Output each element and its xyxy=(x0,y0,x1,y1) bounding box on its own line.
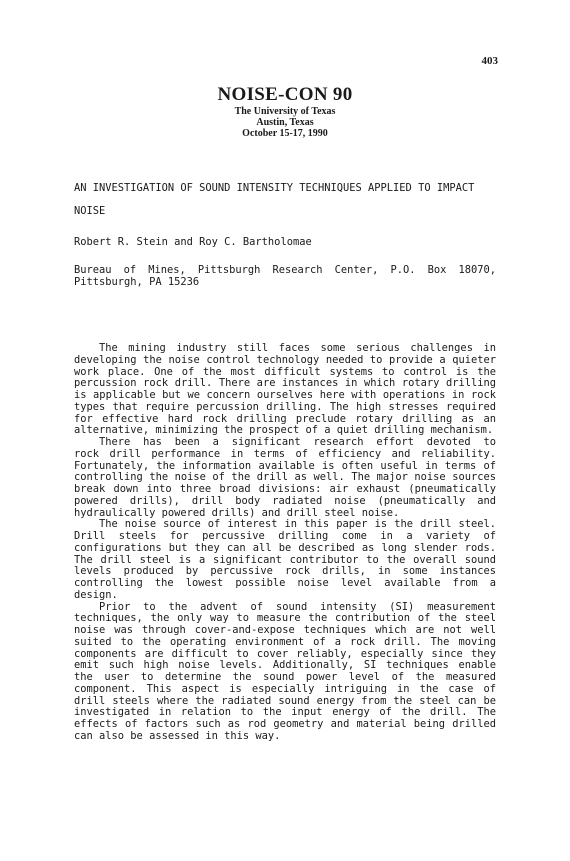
body-line: suited to the operating environment of a rock drill. The moving xyxy=(74,636,496,648)
body-line: Fortunately, the information available is often useful in terms of xyxy=(74,460,496,472)
body-line: The noise source of interest in this paper is the drill steel. xyxy=(98,519,496,531)
body-line: developing the noise control technology needed to provide a quieter xyxy=(74,354,496,366)
body-line: The drill steel is a significant contributor to the overall sound xyxy=(74,554,496,566)
body-line: effects of factors such as rod geometry and material being drilled xyxy=(74,719,496,730)
body-line: component. This aspect is especially intriguing in the case of xyxy=(74,683,496,695)
body-line: controlling the lowest possible noise level available from a xyxy=(74,578,496,589)
body-line: configurations but they can all be described as long slender rods. xyxy=(74,542,496,554)
body-line: The mining industry still faces some serious challenges in xyxy=(98,343,496,354)
body-line: noise was through cover-and-expose techniques which are not well xyxy=(74,625,496,636)
body-line: investigated in relation to the input energy of the drill. The xyxy=(74,707,496,719)
body-line: for effective hard rock drilling preclude rotary drilling as an xyxy=(74,413,496,425)
paper-title xyxy=(74,171,504,230)
body-line: Drill steels for percussive drilling come in a variety of xyxy=(74,531,496,542)
body-line: controlling the noise of the drill as well. The major noise sources xyxy=(74,472,496,484)
body-line: the user to determine the sound power level of the measured xyxy=(74,672,496,683)
body-line: techniques, the only way to measure the contribution of the steel xyxy=(74,613,496,625)
body-line: rock drill performance in terms of efficiency and reliability. xyxy=(74,448,496,460)
body-line: emit such high noise levels. Additionally, SI techniques enable xyxy=(74,660,496,672)
body-text xyxy=(74,343,496,743)
affiliation-line-2: Pittsburgh, PA 15236 xyxy=(74,275,200,288)
body-line: can also be assessed in this way. xyxy=(74,730,281,742)
body-line: hydraulically powered drills) and drill steel noise. xyxy=(74,507,400,519)
conference-name: NOISE-CON 90 xyxy=(217,84,353,105)
affiliation-line-1: Bureau of Mines, Pittsburgh Research Center, P.O. Box 18070, xyxy=(74,264,496,276)
paper-title-line-1: AN INVESTIGATION OF SOUND INTENSITY TECHNIQUES APPLIED TO IMPACT xyxy=(74,181,475,194)
body-line: drill steels where the radiated sound energy from the steel can be xyxy=(74,695,496,707)
body-line: Prior to the advent of sound intensity (SI) measurement xyxy=(98,601,496,613)
body-line: levels produced by percussive rock drills, in some instances xyxy=(74,566,496,578)
conference-institution: The University of Texas xyxy=(234,106,336,117)
body-line: work place. One of the most difficult systems to control is the xyxy=(74,366,496,378)
body-line: break down into three broad divisions: air exhaust (pneumatically xyxy=(74,484,496,495)
paper-affiliation xyxy=(74,265,496,289)
body-line: is applicable but we concern ourselves here with operations in rock xyxy=(74,390,496,401)
page-number: 403 xyxy=(481,55,498,67)
conference-header xyxy=(0,84,570,139)
body-line: types that require percussion drilling. The high stresses required xyxy=(74,401,496,413)
body-line: powered drills), drill body radiated noise (pneumatically and xyxy=(74,495,496,507)
body-line: alternative, minimizing the prospect of a quiet drilling mechanism. xyxy=(74,425,494,437)
body-line: design. xyxy=(74,589,118,601)
conference-dates: October 15-17, 1990 xyxy=(242,128,328,139)
conference-location: Austin, Texas xyxy=(256,117,314,128)
body-line: components are difficult to cover reliably, especially since they xyxy=(74,648,496,660)
paper-title-line-2: NOISE xyxy=(74,205,106,218)
body-line: There has been a significant research effort devoted to xyxy=(98,437,496,448)
body-line: percussion rock drill. There are instances in which rotary drilling xyxy=(74,378,496,390)
paper-authors: Robert R. Stein and Roy C. Bartholomae xyxy=(74,236,312,248)
